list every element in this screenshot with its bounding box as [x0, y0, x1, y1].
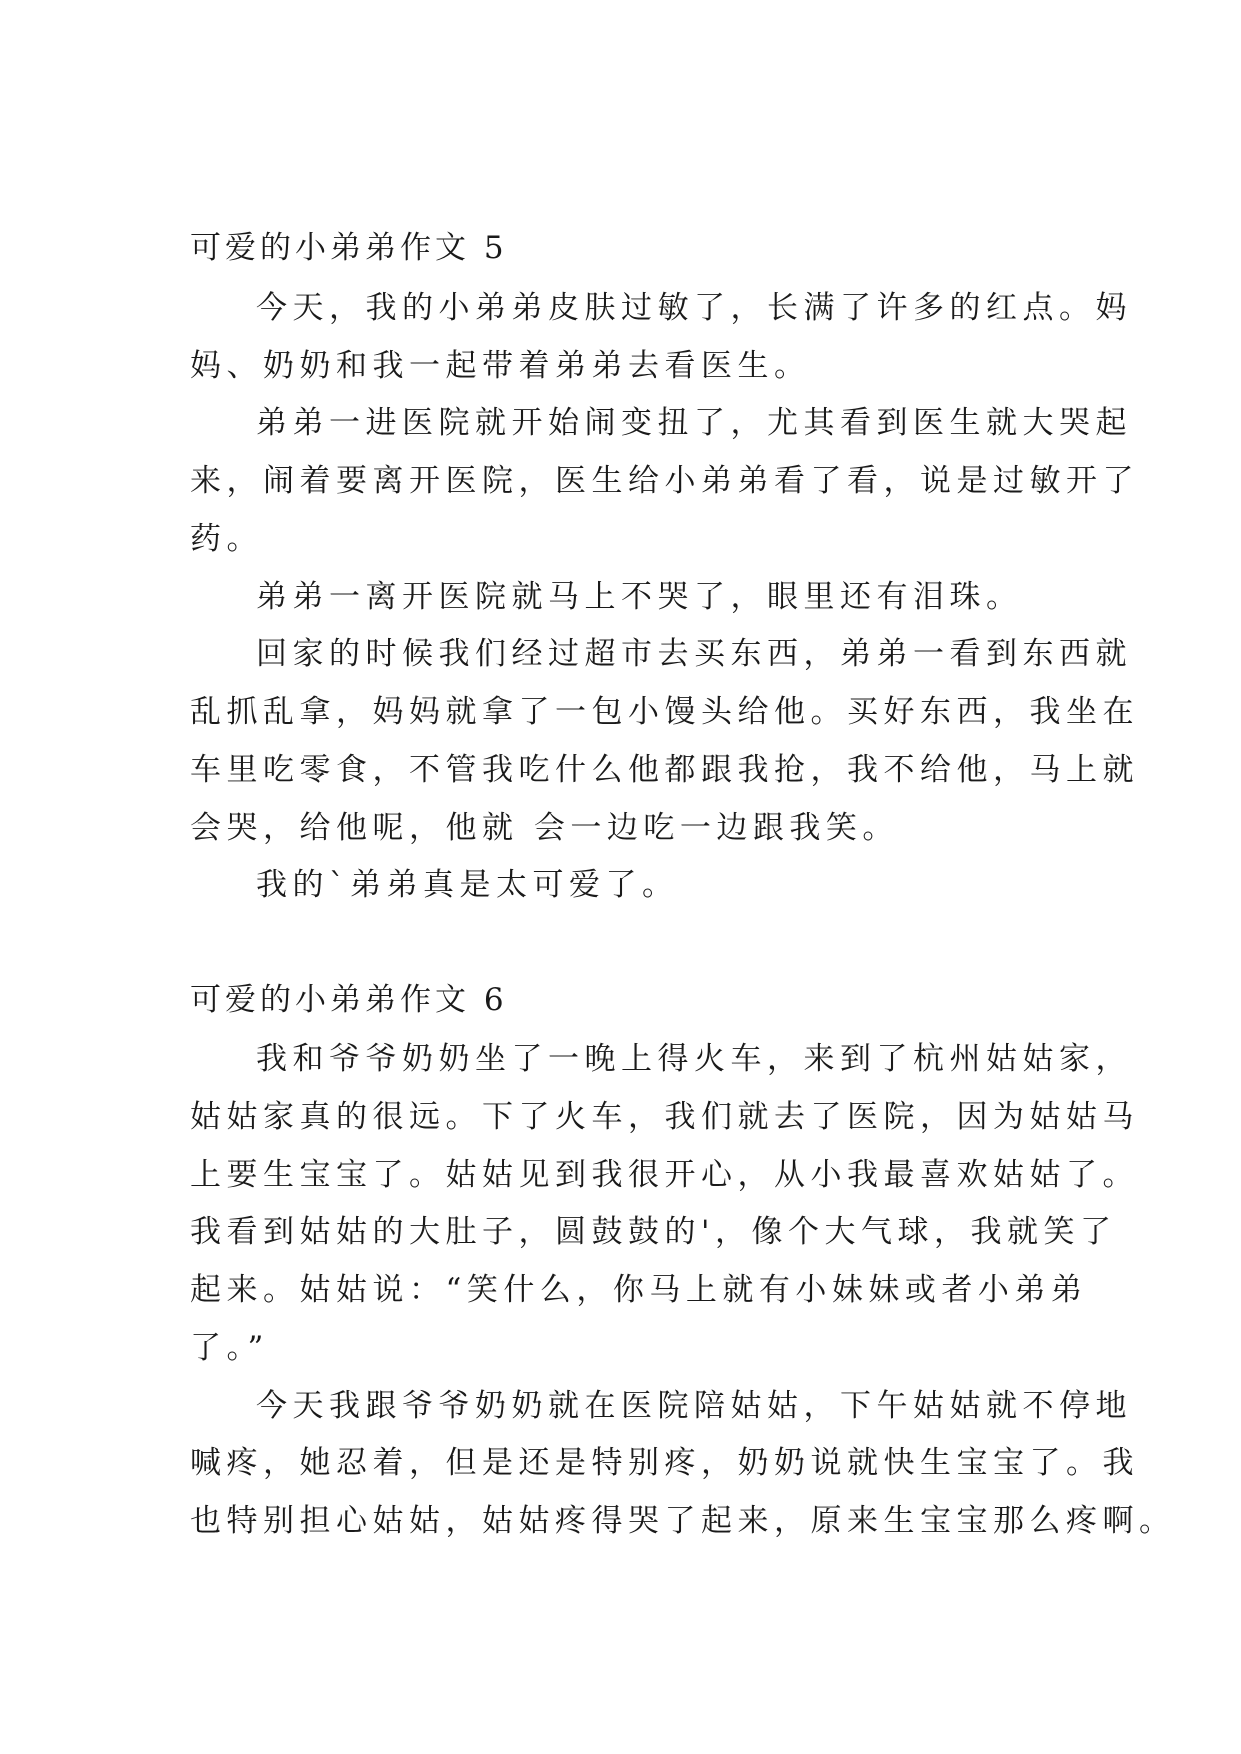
essay-title: 可爱的小弟弟作文 5	[190, 230, 508, 266]
paragraph-line: 我的`弟弟真是太可爱了。	[256, 867, 679, 903]
paragraph-line: 我看到姑姑的大肚子，圆鼓鼓的'，像个大气球，我就笑了	[190, 1214, 1117, 1250]
paragraph-line: 弟弟一进医院就开始闹变扭了，尤其看到医生就大哭起	[256, 405, 1132, 441]
paragraph-line: 了。”	[190, 1330, 269, 1366]
paragraph-line: 会哭，给他呢，他就 会一边吃一边跟我笑。	[190, 810, 899, 846]
paragraph-line: 车里吃零食，不管我吃什么他都跟我抢，我不给他，马上就	[190, 752, 1139, 788]
paragraph-line: 起来。姑姑说：“笑什么，你马上就有小妹妹或者小弟弟	[190, 1272, 1088, 1308]
paragraph-line: 今天，我的小弟弟皮肤过敏了，长满了许多的红点。妈	[256, 290, 1132, 326]
paragraph-line: 今天我跟爷爷奶奶就在医院陪姑姑，下午姑姑就不停地	[256, 1388, 1132, 1424]
paragraph-line: 弟弟一离开医院就马上不哭了，眼里还有泪珠。	[256, 579, 1023, 615]
paragraph-line: 我和爷爷奶奶坐了一晚上得火车，来到了杭州姑姑家，	[256, 1041, 1132, 1077]
paragraph-line: 乱抓乱拿，妈妈就拿了一包小馒头给他。买好东西，我坐在	[190, 694, 1139, 730]
paragraph-line: 来，闹着要离开医院，医生给小弟弟看了看，说是过敏开了	[190, 463, 1139, 499]
paragraph-line: 妈、奶奶和我一起带着弟弟去看医生。	[190, 348, 811, 384]
paragraph-line: 回家的时候我们经过超市去买东西，弟弟一看到东西就	[256, 636, 1132, 672]
essay-title: 可爱的小弟弟作文 6	[190, 982, 508, 1018]
paragraph-line: 喊疼，她忍着，但是还是特别疼，奶奶说就快生宝宝了。我	[190, 1445, 1139, 1481]
paragraph-line: 上要生宝宝了。姑姑见到我很开心，从小我最喜欢姑姑了。	[190, 1157, 1139, 1193]
paragraph-line: 也特别担心姑姑，姑姑疼得哭了起来，原来生宝宝那么疼啊。	[190, 1503, 1176, 1539]
paragraph-line: 姑姑家真的很远。下了火车，我们就去了医院，因为姑姑马	[190, 1099, 1139, 1135]
paragraph-line: 药。	[190, 521, 263, 557]
